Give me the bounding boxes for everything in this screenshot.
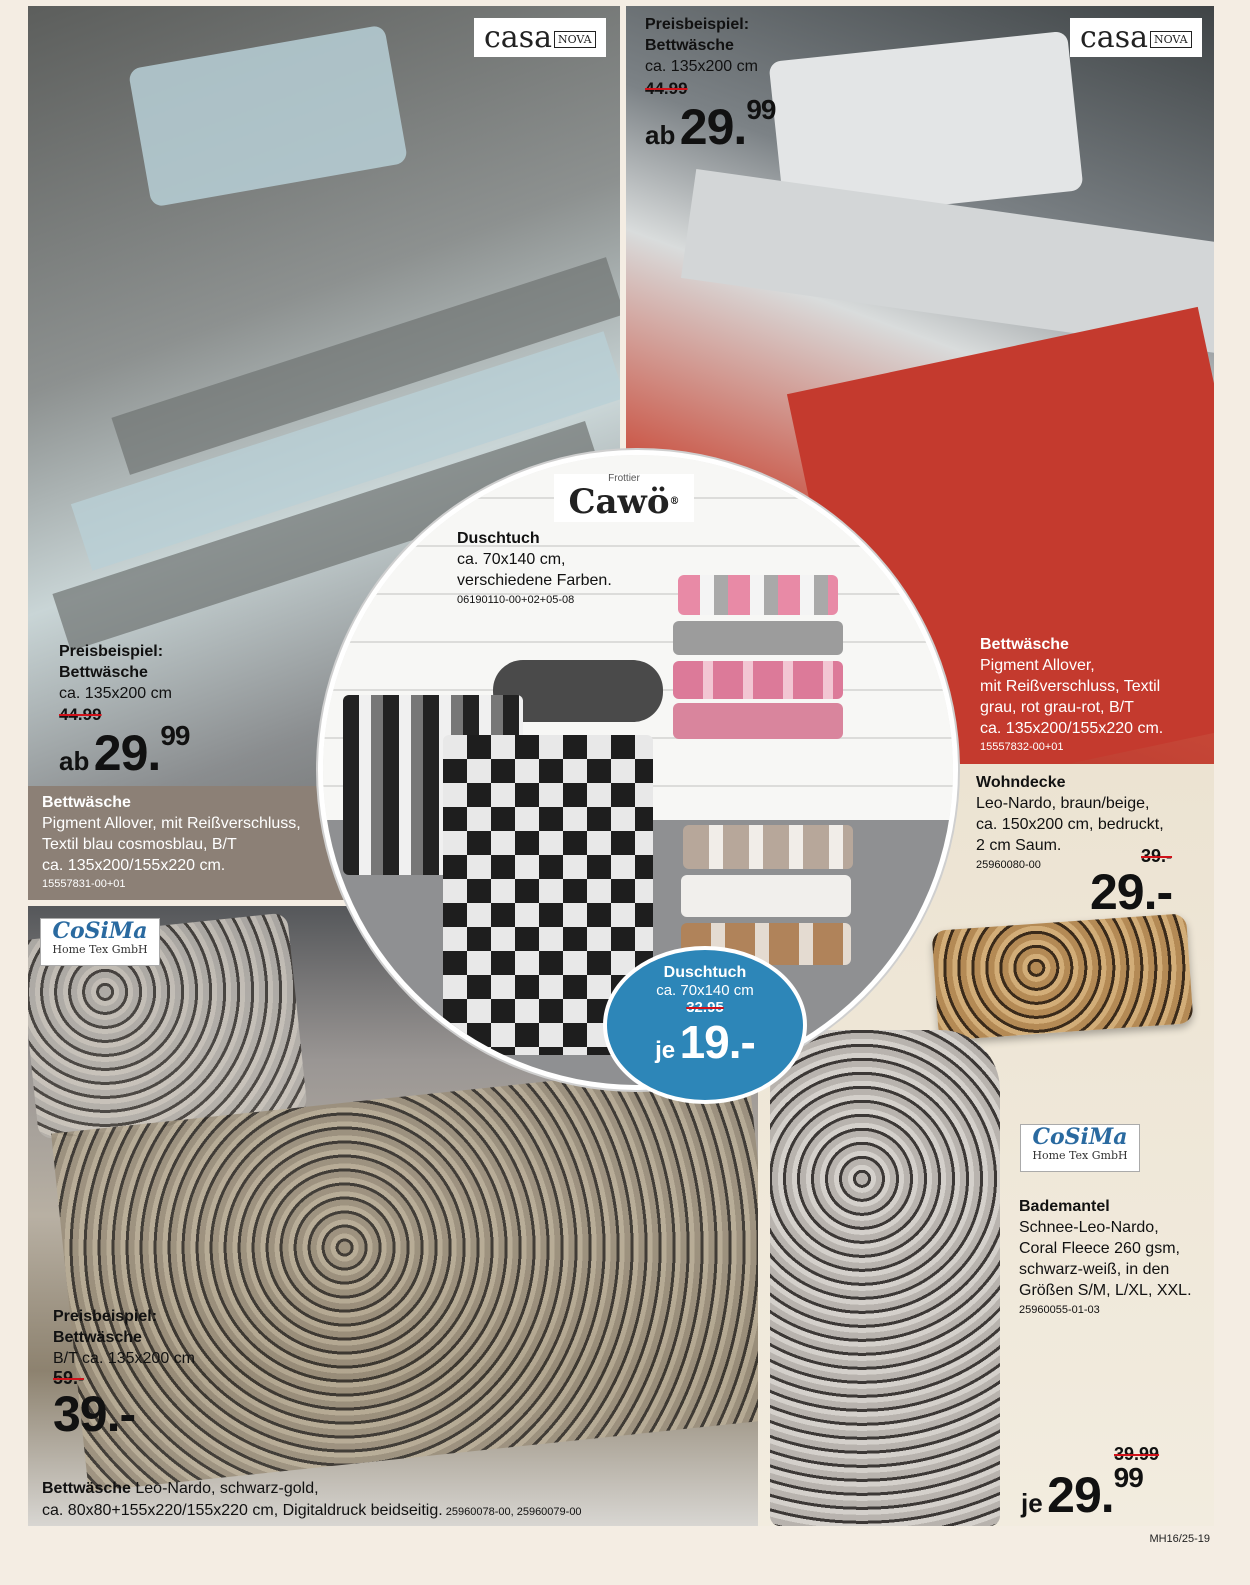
offer-tr-desc2: mit Reißverschluss, Textil [980,678,1161,695]
cawo-logo [554,474,694,522]
offer-leo-price: 39.- [53,1386,136,1442]
offer-tl-head1: Preisbeispiel: [59,643,164,660]
cosima-logo-sub: Home Tex GmbH [1032,1149,1128,1162]
nova-logo-text: NOVA [554,31,596,48]
offer-leo-old-price: 59.- [53,1368,85,1388]
offer-tl-code: 15557831-00+01 [42,878,126,890]
offer-robe-desc3: schwarz-weiß, in den [1019,1261,1170,1278]
offer-blanket-desc3: 2 cm Saum. [976,837,1062,854]
offer-tr-desc4: ca. 135x200/155x220 cm. [980,720,1164,737]
offer-blanket-title: Wohndecke [976,774,1066,791]
offer-blanket-old-price: 39.- [1141,846,1173,866]
offer-robe-price-prefix: je [1021,1488,1043,1518]
offer-towel-desc2: verschiedene Farben. [457,572,612,589]
badge-price-prefix: je [655,1037,676,1064]
offer-tl-price [59,720,190,782]
badge-title: Duschtuch [663,964,747,981]
offer-robe-price-main: 29. [1047,1467,1114,1523]
nova-logo-text: NOVA [1150,31,1192,48]
offer-tl-price-main: 29. [93,725,161,781]
photo-leopard-robe [770,1030,1000,1526]
offer-robe-price [1021,1462,1143,1524]
offer-leo-head1: Preisbeispiel: [53,1308,158,1325]
badge-old-price: 32.95 [686,999,724,1016]
offer-tr-old-price: 44.99 [645,79,688,98]
offer-robe-desc2: Coral Fleece 260 gsm, [1019,1240,1180,1257]
offer-robe-old-price: 39.99 [1114,1444,1160,1464]
offer-blanket-price: 29.- [1090,864,1173,920]
offer-tl-price-cents: 99 [160,720,190,751]
offer-robe-price-cents: 99 [1113,1462,1143,1493]
offer-tr-desc3: grau, rot grau-rot, B/T [980,699,1134,716]
offer-tl-desc3: ca. 135x200/155x220 cm. [42,857,226,874]
cosima-logo-right [1020,1124,1140,1172]
offer-tr-head2: Bettwäsche [645,37,734,54]
photo-leopard-blanket [931,913,1193,1041]
offer-leo-line2 [42,1500,582,1521]
offer-robe-code: 25960055-01-03 [1019,1304,1100,1316]
offer-towel-title: Duschtuch [457,530,540,547]
offer-tl-price-prefix: ab [59,746,90,776]
offer-leo-line1-rest: Leo-Nardo, schwarz-gold, [130,1480,319,1497]
offer-robe-desc4: Größen S/M, L/XL, XXL. [1019,1282,1192,1299]
cosima-logo-text: CoSiMa [52,918,148,944]
offer-leo-size: B/T ca. 135x200 cm [53,1350,195,1367]
offer-tl-title: Bettwäsche [42,794,131,811]
casa-nova-logo-right [1070,18,1202,57]
offer-towel-code: 06190110-00+02+05-08 [457,594,575,606]
badge-price: 19.- [679,1016,755,1068]
cosima-logo [40,918,160,966]
offer-tl-desc2: Textil blau cosmosblau, B/T [42,836,237,853]
offer-leo-title: Bettwäsche [42,1480,131,1497]
offer-tr-code: 15557832-00+01 [980,741,1064,753]
casa-logo-text: casa [1080,20,1148,55]
offer-tr-price-main: 29. [679,99,747,155]
offer-tr-title: Bettwäsche [980,636,1069,653]
offer-tr-head1: Preisbeispiel: [645,16,750,33]
offer-blanket-desc2: ca. 150x200 cm, bedruckt, [976,816,1164,833]
offer-leo-code: 25960078-00, 25960079-00 [442,1506,582,1518]
cosima-logo-text: CoSiMa [1032,1124,1128,1150]
casa-logo-text: casa [484,20,552,55]
offer-blanket-code: 25960080-00 [976,859,1041,871]
offer-tr-price-cents: 99 [746,94,776,125]
offer-tl-desc1: Pigment Allover, mit Reißverschluss, [42,815,301,832]
offer-towel-desc1: ca. 70x140 cm, [457,551,566,568]
offer-leo-head2: Bettwäsche [53,1329,142,1346]
offer-tl-size: ca. 135x200 cm [59,685,172,702]
cosima-logo-sub: Home Tex GmbH [52,943,148,956]
offer-leo-line1 [42,1478,319,1499]
price-badge-towel [603,946,807,1104]
offer-tr-price-prefix: ab [645,120,676,150]
offer-blanket-desc1: Leo-Nardo, braun/beige, [976,795,1150,812]
offer-tl-head2: Bettwäsche [59,664,148,681]
cawo-logo-top: Frottier [608,473,640,484]
cawo-registered-mark: ® [669,496,680,507]
offer-robe-desc1: Schnee-Leo-Nardo, [1019,1219,1159,1236]
offer-robe-title: Bademantel [1019,1198,1110,1215]
cawo-logo-text: Cawö [568,482,670,522]
offer-tr-desc1: Pigment Allover, [980,657,1095,674]
casa-nova-logo [474,18,606,57]
offer-tr-price [645,94,776,156]
offer-leo-line2-text: ca. 80x80+155x220/155x220 cm, Digitaldruck beidseitig. [42,1502,443,1519]
offer-tl-old-price: 44.99 [59,705,102,724]
badge-size: ca. 70x140 cm [656,982,754,999]
page-code: MH16/25-19 [1149,1533,1210,1545]
offer-tr-size: ca. 135x200 cm [645,58,758,75]
